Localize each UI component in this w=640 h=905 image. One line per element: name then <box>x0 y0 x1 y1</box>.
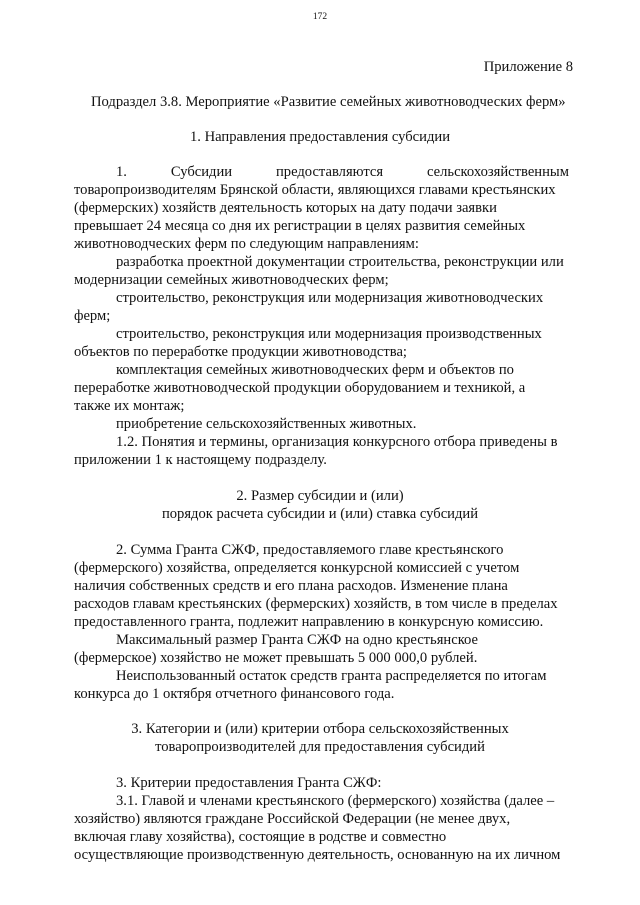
list-item: переработке животноводческой продукции оборудованием и техникой, а <box>74 380 526 396</box>
text-line: животноводческих ферм по следующим направлениям: <box>74 236 419 252</box>
word: предоставляются <box>275 164 384 180</box>
text-line: осуществляющие производственную деятельность, основанную на их личном <box>74 847 561 863</box>
list-item: объектов по переработке продукции животноводства; <box>74 344 407 360</box>
text-line: предоставленного гранта, подлежит направлению в конкурсную комиссию. <box>74 614 544 630</box>
text-line: превышает 24 месяца со дня их регистрации в целях развития семейных <box>74 218 526 234</box>
word: сельскохозяйственным <box>427 164 569 180</box>
section3-heading: товаропроизводителей для предоставления субсидий <box>155 739 485 755</box>
text-line: наличия собственных средств и его плана расходов. Изменение плана <box>74 578 508 594</box>
list-item: ферм; <box>74 308 111 324</box>
list-item: строительство, реконструкция или модернизация животноводческих <box>116 290 544 306</box>
text-line: 3.1. Главой и членами крестьянского (фермерского) хозяйства (далее – <box>116 793 555 809</box>
section3-heading: 3. Категории и (или) критерии отбора сельскохозяйственных <box>131 721 509 737</box>
text-line: хозяйство) являются граждане Российской Федерации (не менее двух, <box>74 811 511 827</box>
text-line: 1.2. Понятия и термины, организация конкурсного отбора приведены в <box>116 434 558 450</box>
page-number: 172 <box>312 12 328 22</box>
list-item: приобретение сельскохозяйственных животных. <box>116 416 417 432</box>
subsection-title: Подраздел 3.8. Мероприятие «Развитие семейных животноводческих ферм» <box>91 94 566 110</box>
word: 1. <box>116 164 127 180</box>
section1-heading: 1. Направления предоставления субсидии <box>189 129 450 145</box>
text-line: 3. Критерии предоставления Гранта СЖФ: <box>116 775 382 791</box>
text-line: включая главу хозяйства), состоящие в родстве и совместно <box>74 829 447 845</box>
text-line: приложении 1 к настоящему подразделу. <box>74 452 327 468</box>
text-line: (фермерских) хозяйств деятельность которых на дату подачи заявки <box>74 200 497 216</box>
list-item: разработка проектной документации строительства, реконструкции или <box>116 254 564 270</box>
text-line: (фермерского) хозяйства, определяется конкурсной комиссией с учетом <box>74 560 520 576</box>
word: Субсидии <box>170 164 233 180</box>
text-line: Максимальный размер Гранта СЖФ на одно крестьянское <box>116 632 479 648</box>
text-line: 2. Сумма Гранта СЖФ, предоставляемого главе крестьянского <box>116 542 504 558</box>
list-item: комплектация семейных животноводческих ферм и объектов по <box>116 362 514 378</box>
list-item: также их монтаж; <box>74 398 185 414</box>
list-item: модернизации семейных животноводческих ферм; <box>74 272 389 288</box>
text-line: расходов главам крестьянских (фермерских) хозяйств, в том числе в пределах <box>74 596 558 612</box>
section1-para1-first-line <box>116 163 569 181</box>
text-line: (фермерское) хозяйство не может превышать 5 000 000,0 рублей. <box>74 650 478 666</box>
list-item: строительство, реконструкция или модернизация производственных <box>116 326 542 342</box>
text-line: конкурса до 1 октября отчетного финансового года. <box>74 686 395 702</box>
section2-heading: порядок расчета субсидии и (или) ставка субсидий <box>161 506 479 522</box>
appendix-label: Приложение 8 <box>483 59 573 75</box>
text-line: Неиспользованный остаток средств гранта распределяется по итогам <box>116 668 547 684</box>
section2-heading: 2. Размер субсидии и (или) <box>236 488 404 504</box>
text-line: товаропроизводителям Брянской области, являющихся главами крестьянских <box>74 182 556 198</box>
